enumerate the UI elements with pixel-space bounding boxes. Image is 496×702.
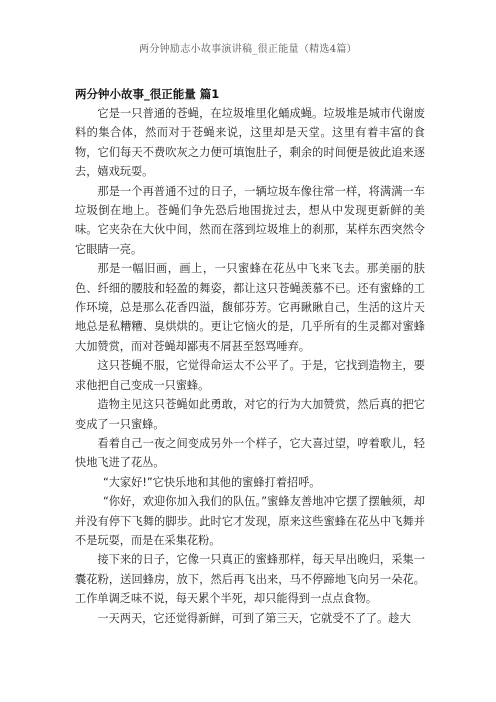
document-title: 两分钟励志小故事演讲稿_很正能量（精选4篇） (139, 44, 357, 55)
paragraph: “大家好!”它快乐地和其他的蜜蜂打着招呼。 (103, 475, 321, 489)
paragraph: 那是一幅旧画，画上，一只蜜蜂在花丛中飞来飞去。那美丽的肤色、纤细的腰肢和轻盈的舞姿，都让这只苍蝇羡慕不已。还有蜜蜂的工作环境，总是那么花香四溢，馥郁芬芳。它再瞅瞅自己，生活的这片天地总是私糟糟、臭烘烘的。更让它恼火的是，几乎所有的生灵都对蜜蜂大加赞赏，而对苍蝇却鄙夷不屑甚至怒骂唾弃。 (75, 262, 425, 353)
paragraph: 一天两天，它还觉得新鲜，可到了第三天，它就受不了了。趁大 (97, 611, 411, 625)
paragraph: 造物主见这只苍蝇如此勇敢，对它的行为大加赞赏，然后真的把它变成了一只蜜蜂。 (75, 398, 425, 431)
paragraph: 看着自己一夜之间变成另外一个样子，它大喜过望，哼着歌儿，轻快地飞进了花丛。 (75, 436, 425, 470)
paragraph: “你好，欢迎你加入我们的队伍。”蜜蜂友善地冲它摆了摆触须，却并没有停下飞舞的脚步。此时它才发现，原来这些蜜蜂在花丛中飞舞并不是玩耍，而是在采集花粉。 (75, 495, 425, 547)
paragraph: 这只苍蝇不服，它觉得命运太不公平了。于是，它找到造物主，要求他把自己变成一只蜜蜂。 (75, 359, 425, 392)
story-body (75, 104, 425, 628)
paragraph: 那是一个再普通不过的日子，一辆垃圾车像往常一样，将满满一车垃圾倒在地上。苍蝇们争先恐后地围拢过去，想从中发现更新鲜的美味。它夹杂在大伙中间，然而在落到垃圾堆上的刹那，某样东西突然令它眼睛一亮。 (75, 184, 425, 256)
paragraph: 接下来的日子，它像一只真正的蜜蜂那样，每天早出晚归，采集一囊花粉，送回蜂房，放下，然后再飞出来，马不停蹄地飞向另一朵花。工作单调乏味不说，每天累个半死，却只能得到一点点食物。 (75, 553, 425, 606)
section-heading: 两分钟小故事_很正能量 篇1 (75, 87, 220, 101)
paragraph: 它是一只普通的苍蝇，在垃圾堆里化蛹成蝇。垃圾堆是城市代谢废料的集合体，然而对于苍蝇来说，这里却是天堂。这里有着丰富的食物，它们每天不费吹灰之力便可填饱肚子，剩余的时间便是彼此追来逐去，嬉戏玩耍。 (75, 107, 425, 179)
